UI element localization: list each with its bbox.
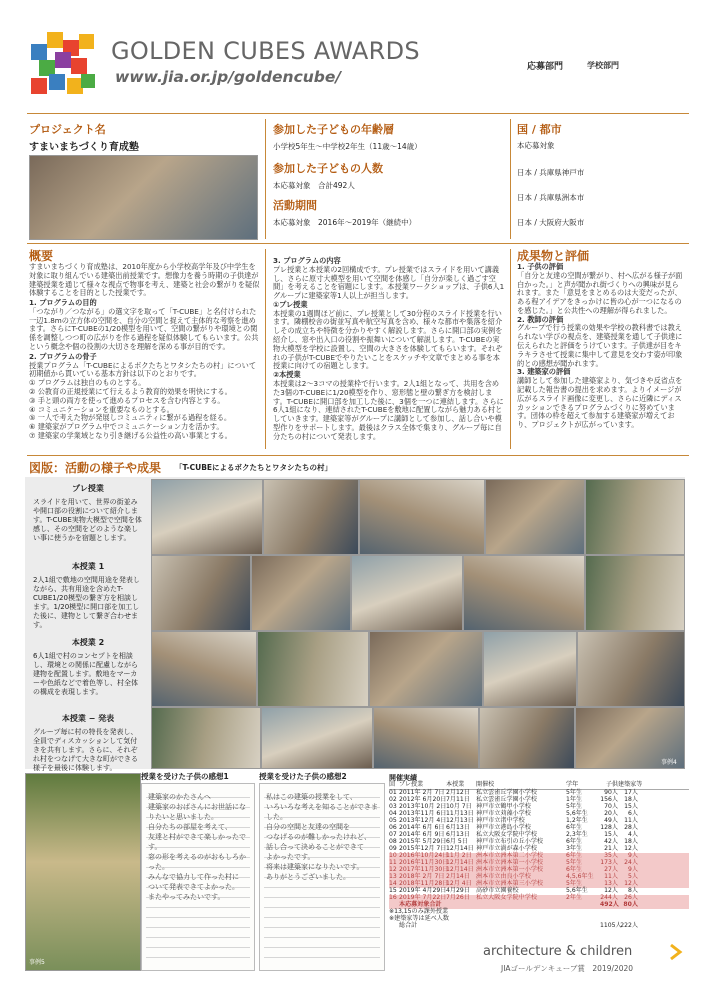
figure-row-label bbox=[33, 561, 143, 631]
activity-photo bbox=[151, 479, 263, 555]
table-cell: 私立雲雀丘学園小学校 bbox=[476, 789, 537, 796]
handwritten-line: みんなで協力して作った村に bbox=[148, 873, 239, 881]
table-cell: 洲本市立洲本第一小学校 bbox=[476, 866, 544, 873]
table-cell: 6人 bbox=[628, 810, 638, 817]
table-cell: 洲本市立洲本第一小学校 bbox=[476, 859, 544, 866]
handwritten-line: ありがとうございました。 bbox=[266, 873, 350, 881]
table-cell: 2014年 6月 6日 bbox=[399, 824, 445, 831]
survey2-text bbox=[266, 792, 378, 882]
subtotal-label: 本応募対象合計 bbox=[399, 901, 442, 908]
table-cell: 49人 bbox=[604, 817, 618, 824]
activity-photo bbox=[369, 631, 483, 707]
table-cell: 9人 bbox=[628, 852, 638, 859]
total-children: 1105人 bbox=[600, 922, 622, 929]
region-heading: 国 / 都市 bbox=[517, 123, 562, 136]
table-header: 子供 bbox=[605, 781, 618, 788]
table-cell: 私立大阪女学院中学校 bbox=[476, 831, 537, 838]
activity-photo bbox=[373, 707, 479, 769]
table-cell: 6年生 bbox=[566, 838, 583, 845]
region-item: 日本 / 兵庫県洲本市 bbox=[517, 193, 585, 202]
handwritten-line: いろいろな考えを知ることができました。 bbox=[266, 803, 378, 821]
table-cell: 2月12日 bbox=[446, 789, 470, 796]
table-cell: 12人 bbox=[604, 887, 618, 894]
region-item: 日本 / 兵庫県神戸市 bbox=[517, 168, 585, 177]
results-heading: 成果物と評価 bbox=[517, 249, 590, 263]
activity-photo bbox=[261, 707, 373, 769]
table-cell: 神戸市立鶴甲小学校 bbox=[476, 803, 531, 810]
project-name: すまいまちづくり育成塾 bbox=[29, 142, 139, 153]
period-value: 本応募対象 2016年〜2019年（継続中） bbox=[273, 218, 417, 227]
table-cell: 2,3年生 bbox=[566, 831, 588, 838]
figure-row-body: 6人1組で村のコンセプトを相談し、環境との関係に配慮しながら建物を配置します。敷地をマーカーや色紙などで着色等し、村全体の構成を表現します。 bbox=[33, 652, 138, 697]
table-cell: 128人 bbox=[600, 824, 618, 831]
table-cell: 5年生 bbox=[566, 880, 583, 887]
table-cell: 02 bbox=[389, 796, 397, 803]
handwritten-line: 自分の空間と友達の空間を bbox=[266, 823, 350, 831]
activity-photo bbox=[151, 555, 251, 631]
table-cell: 神戸市立渚中学校 bbox=[476, 817, 525, 824]
subtotal-children: 492人 bbox=[600, 901, 619, 908]
table-cell: 私立雲雀丘学園小学校 bbox=[476, 796, 537, 803]
table-cell: 2017年11月30日 bbox=[399, 866, 449, 873]
results-r1-title: 1. 子供の評価 bbox=[517, 262, 564, 271]
golden-cubes-logo bbox=[29, 30, 97, 100]
total-architects: 222人 bbox=[620, 922, 638, 929]
survey2-title: 授業を受けた子供の感想2 bbox=[259, 772, 347, 781]
table-cell: 12月13日 bbox=[446, 817, 474, 824]
table-cell: 5年生 bbox=[566, 789, 583, 796]
total-label: 総合計 bbox=[399, 922, 418, 929]
table-cell: 244人 bbox=[600, 894, 618, 901]
table-cell: 私立大阪女学院中学校 bbox=[476, 894, 537, 901]
table-cell: 10月 7日 bbox=[446, 803, 472, 810]
activity-photo bbox=[359, 479, 485, 555]
table-cell: 2015年12月 7日 bbox=[399, 845, 447, 852]
table-cell: 20人 bbox=[604, 810, 618, 817]
table-cell: 10 bbox=[389, 852, 397, 859]
table-cell: 2018年11月28日 bbox=[399, 880, 449, 887]
results-table bbox=[389, 782, 689, 930]
survey1-sheet bbox=[141, 783, 255, 971]
survey2-sheet bbox=[259, 783, 385, 971]
table-cell: 2018年 2月 7日 bbox=[399, 873, 445, 880]
table-cell: 07 bbox=[389, 831, 397, 838]
figure-row-body: スライドを用いて、世界の街並みや開口部の役割について紹介します。T-CUBE実物大模型で空間を体感し、その空間をどのような楽しい事に使うかを宿題とします。 bbox=[33, 498, 142, 543]
section-rule bbox=[27, 455, 689, 456]
divider bbox=[510, 119, 511, 239]
table-cell: 24人 bbox=[624, 859, 638, 866]
activity-photo bbox=[479, 707, 575, 769]
photo-credit: 事例5 bbox=[29, 959, 45, 966]
table-cell: 2016年10月24日 bbox=[399, 852, 449, 859]
handwritten-line: よかったです。 bbox=[266, 853, 315, 861]
count-value: 本応募対象 合計492人 bbox=[273, 181, 355, 190]
table-cell: 42人 bbox=[604, 838, 618, 845]
table-cell: 2年生 bbox=[566, 894, 583, 901]
handwritten-line: 建築家のおばさんにお世話になりたいと思いました。 bbox=[148, 803, 246, 821]
activity-photo bbox=[263, 479, 359, 555]
table-cell: 高砂市立園養校 bbox=[476, 887, 519, 894]
table-cell: 11月13日 bbox=[446, 810, 474, 817]
table-cell: 洲本市立洲本第三小学校 bbox=[476, 880, 544, 887]
survey1-text bbox=[148, 792, 248, 902]
project-photo bbox=[29, 155, 258, 240]
activity-photo bbox=[577, 631, 685, 707]
table-cell: 90人 bbox=[604, 789, 618, 796]
table-cell: 11 bbox=[389, 859, 397, 866]
results-r3-body: 講師として参加した建築家より、気づきや反省点を記載した報告書の提出を求めます。よりイメージが広がるスライド画像に変更し、さらに近隣にディスカッションできるプログラムづくりに努めています。団体の枠を超えて参加する建築家が増えており、プロジェクトが広がっています。 bbox=[517, 376, 683, 430]
table-cell: 156人 bbox=[600, 796, 618, 803]
table-cell: 12人 bbox=[624, 880, 638, 887]
figure-row-body: 2人1組で敷地の空間用途を発表しながら、共有用途を含めたT-CUBE1/20模型の繋ぎ方を相談します。1/20模型に開口部を加工した後に、建物として繋ぎ合わせます。 bbox=[33, 576, 140, 630]
handwritten-line: 将来は建築家になりたいです。 bbox=[266, 863, 364, 871]
table-header: 回 bbox=[389, 781, 396, 788]
program-text bbox=[273, 257, 505, 441]
table-cell: 173人 bbox=[600, 859, 618, 866]
program-main-title: ②本授業 bbox=[273, 370, 301, 380]
overview-intro: すまいまちづくり育成塾は、2010年度から小学校高学年及び中学生を対象に取り組んでいる建築出前授業です。想像力を養う時期の子供達が建築授業を通じて様々な視点で物事を考え、建築と社会の繋がりを疑似体験することを目的とした授業です。 bbox=[29, 262, 260, 298]
activity-photo bbox=[257, 631, 369, 707]
activity-photo bbox=[483, 631, 577, 707]
results-r1-body: 「自分と友達の空間が繋がり、村へ広がる様子が面白かった。」と声が聞かれ街づくりへの興味が見られます。また「意見をまとめるのは大変だったが、ある程アイデアをきっかけに皆の心が一つになるのを感じた。」と公共性への理解が得られました。 bbox=[517, 270, 683, 315]
project-heading: プロジェクト名 bbox=[29, 123, 106, 136]
program-pre-body: 本授業の1週間ほど前に、プレ授業として30分程のスライド授業を行います。隣棚校舎の街並写真や航空写真を含め、様々な都市や集落を紹介しその成立ちや特徴を分かりやすく解説します。さらに開口部の実例を紹介し、窓や出入口の役割や振舞いについて解説します。T-CUBEの実物大模型を学校に設置し、空間の大きさを体験してもらいます。それぞれの子供がT-CUBEでやりたいことをスケッチや文章でまとめる事を本授業に向けての宿題とします。 bbox=[273, 308, 503, 371]
table-cell: 7月26日 bbox=[446, 894, 470, 901]
table-cell: 6年生 bbox=[566, 852, 583, 859]
poster bbox=[17, 17, 690, 983]
table-cell: 12月14日 bbox=[446, 866, 474, 873]
table-cell: 13人 bbox=[604, 880, 618, 887]
table-header: プレ授業 bbox=[399, 781, 424, 788]
table-cell: 6月13日 bbox=[446, 824, 470, 831]
footer-brand: architecture & children bbox=[483, 944, 633, 959]
table-cell: 21人 bbox=[604, 845, 618, 852]
table-cell: 6月 5日 bbox=[446, 838, 468, 845]
table-cell: 11人 bbox=[604, 873, 618, 880]
table-cell: 13 bbox=[389, 873, 397, 880]
figure-row-title: 本授業 2 bbox=[71, 638, 105, 647]
table-cell: 26人 bbox=[624, 894, 638, 901]
overview-s1-title: 1. プログラムの目的 bbox=[29, 298, 97, 308]
program-s3-body: プレ授業と本授業の2回構成です。プレ授業ではスライドを用いて講義し、さらに原寸大模型を用いて空間を体感し「自分が楽しく過ごす空間」を考えることを宿題にします。本授業ワークショップは、子供6人1グループに建築家等1人以上が担当します。 bbox=[273, 264, 505, 301]
figure-heading: 図版：活動の様子や成果 bbox=[29, 461, 162, 475]
table-cell: 洲本市立洲本第二小学校 bbox=[476, 852, 544, 859]
table-header: 学年 bbox=[566, 781, 579, 788]
footer-sub: JIAゴールデンキューブ賞 2019/2020 bbox=[501, 964, 634, 973]
table-cell: 2012年 6月20日 bbox=[399, 796, 447, 803]
results-r3-title: 3. 建築家の評価 bbox=[517, 367, 571, 377]
table-cell: 神戸市立苅藻小学校 bbox=[476, 810, 531, 817]
table-cell: 4人 bbox=[628, 831, 638, 838]
handwritten-line: 友達と村ができて楽しかったです。 bbox=[148, 833, 246, 851]
table-cell: 2014年 6月 9日 bbox=[399, 831, 445, 838]
table-cell: 14 bbox=[389, 880, 397, 887]
table-cell: 6年生 bbox=[566, 824, 583, 831]
table-cell: 4月29日 bbox=[446, 887, 470, 894]
list-item: ④ コミュニケーションを重要なものとする。 bbox=[29, 404, 174, 414]
overview-s2-body: 授業プログラム「T-CUBEによるボクたちとワタシたちの村」について初期値から貫いている基本方針は以下のとおりです。 bbox=[29, 360, 257, 379]
category-value: 学校部門 bbox=[587, 61, 619, 70]
region-item: 本応募対象 bbox=[517, 141, 555, 150]
table-cell: 8人 bbox=[628, 887, 638, 894]
figure-row-body: グループ毎に村の特長を発表し、全員でディスカッションして気付きを共有します。さらに、それぞれ村をつなげて大きな町ができる様子を最後に体験します。 bbox=[33, 728, 138, 773]
table-cell: 03 bbox=[389, 803, 397, 810]
age-heading: 参加した子どもの年齢層 bbox=[273, 123, 394, 136]
table-cell: 6年生 bbox=[566, 866, 583, 873]
program-main-body: 本授業は2〜3コマの授業枠で行います。2人1組となって、共用を含めた3個のT-CUBEに1/20模型を作り、窓形態と壁の繋ぎ方を検討します。T-CUBEに開口部を加工した後に、3個を一つに連結します。さらに6人1組になり、連結されたT-CUBEを敷地に配置しながら魅力ある村としていきます。建築家等がグループに講師として参加し、話し合いや模型作りをサポートします。最後はクラス全体で集まり、グループ毎に自分たちの村について発表します。 bbox=[273, 378, 504, 441]
overview-s2-title: 2. プログラムの骨子 bbox=[29, 351, 97, 361]
table-cell: 2013年12月 4日 bbox=[399, 817, 447, 824]
table-cell: 5,6年生 bbox=[566, 810, 588, 817]
activity-photo bbox=[585, 479, 685, 555]
table-cell: 洲本市立由良小学校 bbox=[476, 873, 531, 880]
activity-photo bbox=[585, 555, 685, 631]
figure-row-label bbox=[33, 713, 143, 773]
handwritten-line: 自分たちの部屋を考えて、 bbox=[148, 823, 232, 831]
survey1-title: 授業を受けた子供の感想1 bbox=[141, 772, 229, 781]
awards-title: GOLDEN CUBES AWARDS bbox=[111, 37, 420, 65]
subtotal-architects: 80人 bbox=[623, 901, 638, 908]
category-label: 応募部門 bbox=[527, 62, 564, 72]
region-item: 日本 / 大阪府大阪市 bbox=[517, 218, 585, 227]
program-pre-title: ①プレ授業 bbox=[273, 299, 308, 309]
count-heading: 参加した子どもの人数 bbox=[273, 162, 383, 175]
handwritten-line: ついて発表できてよかった。 bbox=[148, 883, 239, 891]
table-cell: 05 bbox=[389, 817, 397, 824]
table-cell: 2019年 4月29日 bbox=[399, 887, 447, 894]
table-cell: 5人 bbox=[628, 873, 638, 880]
table-cell: 15人 bbox=[604, 831, 618, 838]
photo-credit: 事例4 bbox=[661, 759, 677, 766]
handwritten-line: またやってみたいです。 bbox=[148, 893, 225, 901]
table-cell: 2013年11月 6日 bbox=[399, 810, 447, 817]
divider bbox=[510, 249, 511, 449]
table-cell: 2015年 5月29日 bbox=[399, 838, 447, 845]
table-cell: 5年生 bbox=[566, 803, 583, 810]
table-note: ※建築家等は延べ人数 bbox=[389, 915, 449, 922]
header-rule bbox=[27, 113, 689, 114]
table-cell: 18人 bbox=[624, 796, 638, 803]
handwritten-line: つなげるのが難しかったけれど、 bbox=[266, 833, 371, 841]
divider bbox=[265, 249, 266, 449]
table-cell: 18人 bbox=[624, 838, 638, 845]
table-cell: 2011年 2月 7日 bbox=[399, 789, 445, 796]
chevron-right-icon bbox=[668, 943, 684, 961]
table-heading: 開催実績 bbox=[389, 774, 417, 782]
table-header: 本授業 bbox=[446, 781, 465, 788]
table-cell: 01 bbox=[389, 789, 397, 796]
results-text bbox=[517, 263, 685, 430]
table-cell: 27人 bbox=[604, 866, 618, 873]
table-cell: 1,2年生 bbox=[566, 817, 588, 824]
list-item: ⑥ 建築家がプログラム中でコミュニケーション力を活かす。 bbox=[29, 422, 224, 432]
figure-row-title: プレ授業 bbox=[72, 484, 104, 493]
handwritten-line: 窓の形を考えるのがおもしろかった。 bbox=[148, 853, 246, 871]
list-item: ⑦ 建築家の学業域となり引き継げる公益性の高い事業とする。 bbox=[29, 430, 232, 440]
table-cell: 7月11日 bbox=[446, 796, 470, 803]
table-cell: 12人 bbox=[624, 845, 638, 852]
table-note-row bbox=[389, 916, 689, 923]
table-cell: 神戸市立布引の丘小学校 bbox=[476, 838, 544, 845]
table-header: 開催校 bbox=[476, 781, 495, 788]
table-header: 建築家等 bbox=[618, 781, 643, 788]
table-body bbox=[389, 790, 689, 902]
table-cell: 2019年 7月22日 bbox=[399, 894, 447, 901]
results-r2-title: 2. 教師の評価 bbox=[517, 314, 564, 324]
table-cell: 6月13日 bbox=[446, 831, 470, 838]
program-s3-title: 3. プログラムの内容 bbox=[273, 256, 341, 265]
village-model-photo bbox=[25, 773, 141, 971]
table-cell: 5年生 bbox=[566, 859, 583, 866]
table-cell: 28人 bbox=[624, 824, 638, 831]
table-note: ※13,15のみ課外授業 bbox=[389, 908, 449, 915]
table-cell: 2016年11月30日 bbox=[399, 859, 449, 866]
figure-row-label bbox=[33, 483, 143, 543]
table-cell: 15 bbox=[389, 887, 397, 894]
period-heading: 活動期間 bbox=[273, 199, 317, 212]
table-cell: 神戸市立渦が森小学校 bbox=[476, 845, 537, 852]
table-cell: 5,6年生 bbox=[566, 887, 588, 894]
table-cell: 3年生 bbox=[566, 845, 583, 852]
activity-photo bbox=[151, 707, 261, 769]
table-cell: 09 bbox=[389, 845, 397, 852]
divider bbox=[265, 119, 266, 239]
overview-s1-body: 「つながり／つながる」の選文字を取って「T-CUBE」と名付けられた一辺1.8mの立方体の空間を、自分の空間と捉えて主体的な考察を進めます。さらにT-CUBEの1/20模型を用いて、空間の繋がりや環境との関係を調整しつつ町の広がりを作る過程を疑似体験してもらいます。公共という概念や個の役割の大切さを理解を深める事が目的です。 bbox=[29, 306, 259, 352]
figure-row-title: 本授業 1 bbox=[71, 562, 105, 571]
list-item: ③ 手と頭の両方を使って進めるプロセスを含む内容とする。 bbox=[29, 395, 225, 405]
activity-photo bbox=[151, 631, 257, 707]
table-cell: 04 bbox=[389, 810, 397, 817]
activity-photo bbox=[485, 479, 585, 555]
section-rule bbox=[27, 243, 689, 244]
table-cell: 4,5,6年生 bbox=[566, 873, 594, 880]
table-cell: 35人 bbox=[604, 852, 618, 859]
list-item: ① プログラムは独自のものとする。 bbox=[29, 378, 146, 388]
handwritten-line: 話し合って決めることができて bbox=[266, 843, 364, 851]
figure-panel bbox=[25, 477, 685, 773]
table-cell: 08 bbox=[389, 838, 397, 845]
table-cell: 2月14日 bbox=[446, 873, 470, 880]
table-cell: 9人 bbox=[628, 866, 638, 873]
table-cell: 70人 bbox=[604, 803, 618, 810]
table-cell: 12月14日 bbox=[446, 845, 474, 852]
activity-photo bbox=[251, 555, 351, 631]
activity-photo bbox=[463, 555, 585, 631]
table-total-row bbox=[389, 923, 689, 930]
table-cell: 11月 2日 bbox=[446, 852, 472, 859]
handwritten-line: 建築家のかたさんへ bbox=[148, 793, 211, 801]
table-cell: 16 bbox=[389, 894, 397, 901]
list-item: ② 公教育の正規授業にて行えるよう教育的効果を明快にする。 bbox=[29, 386, 232, 396]
table-cell: 神戸市立港島小学校 bbox=[476, 824, 531, 831]
awards-url[interactable]: www.jia.or.jp/goldencube/ bbox=[115, 68, 342, 86]
results-r2-body: グループで行う授業の効果や学校の教科書では教えられない学びの視点を、建築授業を通して子供達に伝えられたと評価をうけています。子供達が目をキラキラさせて授業に集中して意見を交わす姿が印象的との感想が聞かれます。 bbox=[517, 323, 683, 368]
figure-row-label bbox=[33, 637, 143, 697]
handwritten-line: 私はこの建築の授業をして、 bbox=[266, 793, 357, 801]
figure-caption: 「T-CUBEによるボクたちとワタシたちの村」 bbox=[175, 463, 332, 472]
figure-row-title: 本授業 − 発表 bbox=[61, 714, 115, 723]
table-cell: 11人 bbox=[624, 817, 638, 824]
list-item: ⑤ 一人で考えた物が発展しコミュニティに繋がる過程を経る。 bbox=[29, 413, 232, 423]
overview-text bbox=[29, 263, 261, 441]
table-cell: 06 bbox=[389, 824, 397, 831]
table-cell: 12 bbox=[389, 866, 397, 873]
table-cell: 1年生 bbox=[566, 796, 583, 803]
age-value: 小学校5年生〜中学校2年生（11歳〜14歳） bbox=[273, 142, 422, 151]
table-cell: 2013年10月 2日 bbox=[399, 803, 447, 810]
table-cell: 12月14日 bbox=[446, 859, 474, 866]
table-cell: 12月 4日 bbox=[446, 880, 472, 887]
overview-heading: 概要 bbox=[29, 249, 54, 263]
table-cell: 15人 bbox=[624, 803, 638, 810]
activity-photo bbox=[351, 555, 463, 631]
table-cell: 17人 bbox=[624, 789, 638, 796]
